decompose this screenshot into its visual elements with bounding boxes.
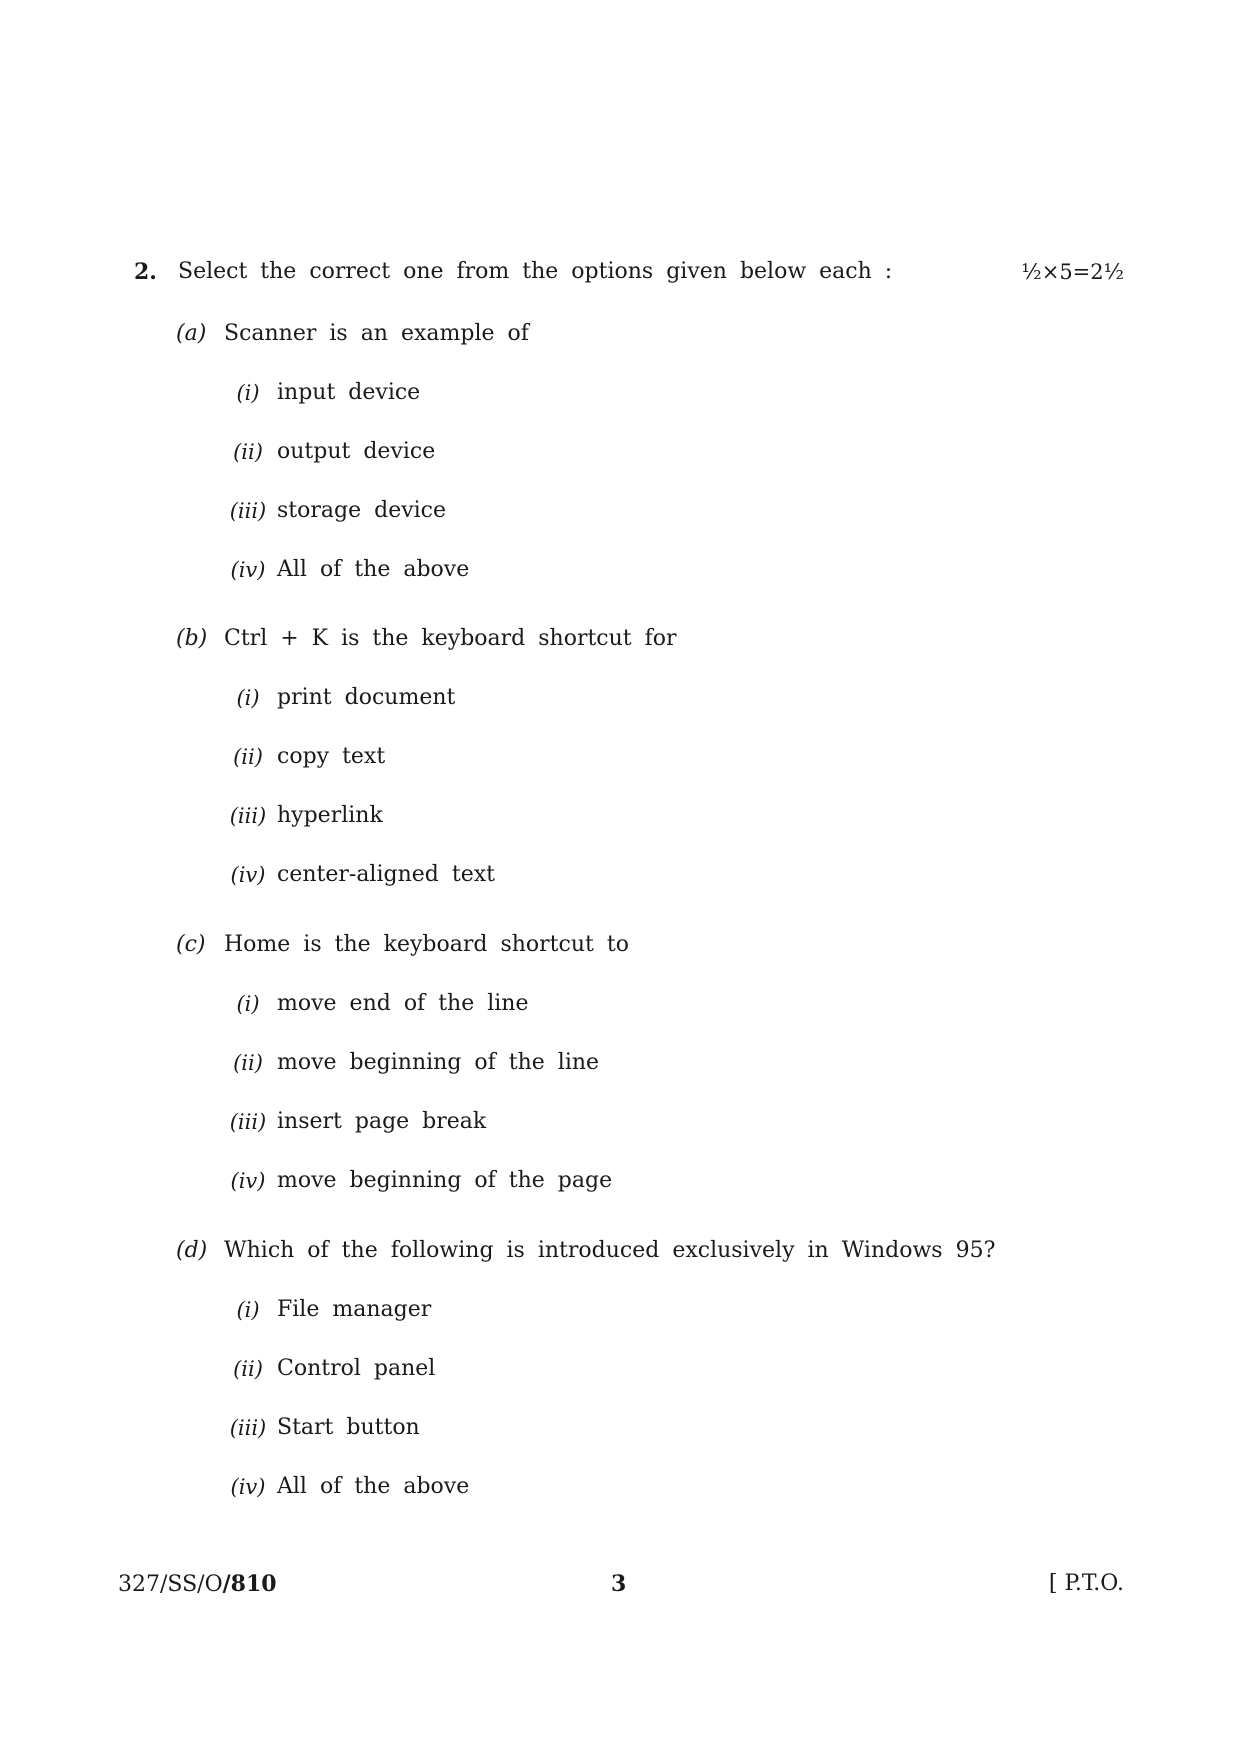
option-text: insert page break [277, 1109, 487, 1134]
option-item [176, 1467, 1176, 1507]
subquestion-stem [176, 314, 1176, 354]
option-item [176, 432, 1176, 472]
option-label: (ii) [233, 440, 263, 464]
option-item [176, 1043, 1176, 1083]
option-item [176, 796, 1176, 836]
option-text: Control panel [277, 1356, 436, 1381]
option-text: storage device [277, 498, 447, 523]
option-item [176, 373, 1176, 413]
option-text: move end of the line [277, 991, 529, 1016]
option-label: (iii) [229, 1416, 267, 1440]
subquestion-stem [176, 619, 1176, 659]
subquestion-a [176, 314, 1176, 609]
option-list [176, 984, 1176, 1201]
subquestion-text: Home is the keyboard shortcut to [224, 932, 629, 957]
subquestion-label: (c) [176, 932, 206, 957]
subquestion-c [176, 925, 1176, 1220]
pto-note: [ P.T.O. [1048, 1571, 1124, 1596]
subquestion-label: (a) [176, 321, 207, 346]
option-item [176, 984, 1176, 1024]
option-text: output device [277, 439, 436, 464]
option-text: move beginning of the line [277, 1050, 600, 1075]
subquestion-d [176, 1231, 1176, 1526]
option-item [176, 737, 1176, 777]
subquestion-b [176, 619, 1176, 914]
option-list [176, 1290, 1176, 1507]
option-label: (ii) [233, 1357, 263, 1381]
option-label: (iii) [229, 1110, 267, 1134]
option-label: (iii) [229, 499, 267, 523]
option-item [176, 1349, 1176, 1389]
option-list [176, 678, 1176, 895]
option-label: (iv) [230, 558, 266, 582]
option-text: move beginning of the page [277, 1168, 613, 1193]
question-marks: ½×5=2½ [1021, 260, 1124, 284]
option-text: input device [277, 380, 421, 405]
option-item [176, 1102, 1176, 1142]
option-text: copy text [277, 744, 386, 769]
question-number: 2. [134, 259, 157, 285]
option-label: (i) [236, 686, 260, 710]
page-footer [118, 1566, 1124, 1602]
option-text: hyperlink [277, 803, 383, 828]
option-text: All of the above [277, 1474, 470, 1499]
option-label: (iii) [229, 804, 267, 828]
subquestion-text: Ctrl + K is the keyboard shortcut for [224, 626, 677, 651]
option-list [176, 373, 1176, 590]
option-label: (i) [236, 1298, 260, 1322]
option-item [176, 1290, 1176, 1330]
option-label: (iv) [230, 863, 266, 887]
option-text: center-aligned text [277, 862, 495, 887]
option-label: (iv) [230, 1169, 266, 1193]
option-text: File manager [277, 1297, 432, 1322]
subquestion-label: (b) [176, 626, 208, 651]
option-item [176, 1408, 1176, 1448]
option-label: (ii) [233, 1051, 263, 1075]
paper-code-number: /810 [222, 1571, 277, 1597]
option-item [176, 1161, 1176, 1201]
option-item [176, 855, 1176, 895]
subquestion-stem [176, 925, 1176, 965]
option-item [176, 550, 1176, 590]
paper-code-prefix: 327/SS/O [118, 1572, 223, 1597]
question-text: Select the correct one from the options given below each : [178, 259, 893, 284]
option-label: (i) [236, 992, 260, 1016]
option-text: print document [277, 685, 456, 710]
option-label: (iv) [230, 1475, 266, 1499]
subquestion-label: (d) [176, 1238, 208, 1263]
subquestion-text: Scanner is an example of [224, 321, 529, 346]
option-text: All of the above [277, 557, 470, 582]
option-label: (i) [236, 381, 260, 405]
question-header [134, 254, 1124, 290]
subquestion-stem [176, 1231, 1176, 1271]
option-item [176, 678, 1176, 718]
option-text: Start button [277, 1415, 420, 1440]
subquestion-text: Which of the following is introduced exclusively in Windows 95? [224, 1238, 996, 1263]
option-label: (ii) [233, 745, 263, 769]
page-number: 3 [611, 1571, 627, 1597]
paper-code [118, 1566, 277, 1603]
option-item [176, 491, 1176, 531]
